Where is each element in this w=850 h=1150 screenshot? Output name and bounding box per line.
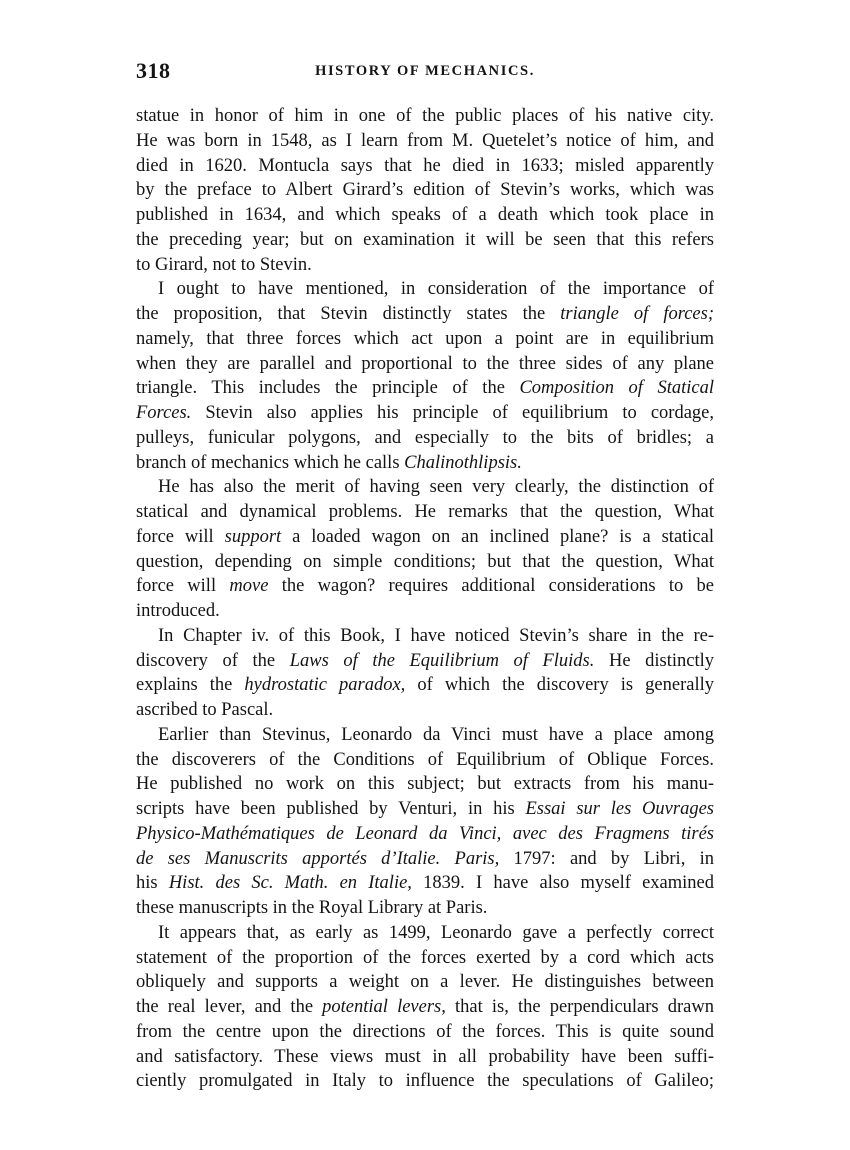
text-line — [136, 178, 714, 203]
text-line — [136, 327, 714, 352]
text-segment: from the centre upon the directions of the forces. This is quite sound — [136, 1021, 714, 1042]
italic-text: triangle of forces; — [560, 304, 714, 324]
text-line — [136, 475, 714, 500]
text-segment: explains the — [136, 675, 245, 696]
text-segment: when they are parallel and proportional to the three sides of any plane — [136, 353, 714, 374]
text-segment: died in 1620. Montucla says that he died in 1633; misled apparently — [136, 155, 714, 176]
text-segment: It appears that, as early as 1499, Leonardo gave a perfectly correct — [158, 922, 714, 943]
text-line — [136, 921, 714, 946]
text-segment: statement of the proportion of the forces exerted by a cord which acts — [136, 947, 714, 968]
text-line — [136, 574, 714, 599]
text-segment: to Girard, not to Stevin. — [136, 254, 312, 275]
text-segment: statical and dynamical problems. He remarks that the question, What — [136, 502, 714, 522]
text-segment: ciently promulgated in Italy to influence the speculations of Galileo; — [136, 1071, 714, 1092]
text-segment: ascribed to Pascal. — [136, 700, 274, 720]
italic-text: Composition of Statical — [519, 378, 714, 399]
text-segment: the preceding year; but on examination it will be seen that this refers — [136, 229, 714, 250]
text-segment: triangle. This includes the principle of the — [136, 378, 520, 399]
text-segment: the wagon? requires additional considerations to be — [268, 576, 714, 597]
text-line — [136, 1020, 714, 1045]
text-segment: statue in honor of him in one of the public places of his native city. — [136, 106, 714, 126]
text-segment: a loaded wagon on an inclined plane? is a statical — [281, 526, 714, 547]
text-segment: of which the discovery is generally — [405, 675, 714, 696]
italic-text: potential levers, — [322, 997, 446, 1017]
italic-text: Forces. — [136, 403, 192, 423]
text-segment: 1797: and by Libri, in — [499, 848, 714, 869]
text-line — [136, 624, 714, 649]
text-line — [136, 847, 714, 872]
text-segment: He distinctly — [594, 650, 714, 671]
text-segment: obliquely and supports a weight on a lever. He distinguishes between — [136, 972, 714, 993]
text-line — [136, 203, 714, 228]
text-line — [136, 352, 714, 377]
italic-text: de ses Manuscrits apportés d’Italie. Paris, — [136, 848, 500, 869]
page-number: 318 — [136, 58, 171, 83]
text-segment: these manuscripts in the Royal Library at Paris. — [136, 898, 488, 918]
text-line — [136, 129, 714, 154]
text-line — [136, 1069, 714, 1094]
text-segment: pulleys, funicular polygons, and especially to the bits of bridles; a — [136, 427, 714, 448]
page-header — [136, 58, 714, 86]
text-line — [136, 426, 714, 451]
italic-text: move — [229, 576, 269, 597]
text-line — [136, 995, 714, 1020]
text-line — [136, 649, 714, 674]
text-segment: He was born in 1548, as I learn from M. Quetelet’s notice of him, and — [136, 130, 714, 151]
body-text — [136, 104, 714, 1094]
text-line — [136, 599, 714, 624]
text-line — [136, 154, 714, 179]
text-segment: scripts have been published by Venturi, in his — [136, 799, 526, 819]
text-segment: namely, that three forces which act upon a point are in equilibrium — [136, 328, 714, 349]
text-line — [136, 228, 714, 253]
text-line — [136, 451, 714, 476]
italic-text: hydrostatic paradox, — [244, 675, 406, 696]
text-segment: by the preface to Albert Girard’s edition of Stevin’s works, which was — [136, 180, 714, 201]
text-line — [136, 871, 714, 896]
text-line — [136, 797, 714, 822]
text-segment: the discoverers of the Conditions of Equilibrium of Oblique Forces. — [136, 749, 714, 770]
text-line — [136, 277, 714, 302]
italic-text: support — [224, 526, 282, 547]
text-segment: force will — [136, 576, 230, 597]
text-line — [136, 525, 714, 550]
text-line — [136, 698, 714, 723]
text-line — [136, 723, 714, 748]
text-segment: introduced. — [136, 601, 220, 621]
text-segment: In Chapter iv. of this Book, I have noticed Stevin’s share in the re- — [158, 625, 714, 646]
italic-text: Chalinothlipsis. — [404, 452, 522, 473]
text-segment: that is, the perpendiculars drawn — [445, 997, 714, 1017]
text-line — [136, 500, 714, 525]
text-line — [136, 401, 714, 426]
text-segment: He has also the merit of having seen very clearly, the distinction of — [158, 477, 714, 498]
text-segment: 1839. I have also myself examined — [411, 873, 714, 894]
italic-text: Laws of the Equilibrium of Fluids. — [289, 650, 595, 671]
running-head: HISTORY OF MECHANICS. — [315, 63, 535, 79]
text-line — [136, 550, 714, 575]
text-line — [136, 822, 714, 847]
italic-text: Physico-Mathématiques de Leonard da Vinci, avec des Fragmens tirés — [136, 823, 714, 844]
text-segment: the proposition, that Stevin distinctly states the — [136, 304, 561, 324]
text-line — [136, 896, 714, 921]
text-line — [136, 673, 714, 698]
text-line — [136, 748, 714, 773]
text-line — [136, 104, 714, 129]
text-segment: discovery of the — [136, 650, 290, 671]
text-line — [136, 946, 714, 971]
italic-text: Hist. des Sc. Math. en Italie, — [168, 873, 412, 894]
text-segment: I ought to have mentioned, in consideration of the importance of — [158, 279, 714, 300]
text-segment: question, depending on simple conditions; but that the question, What — [136, 551, 714, 572]
text-segment: He published no work on this subject; but extracts from his manu- — [136, 774, 714, 795]
text-segment: his — [136, 873, 169, 894]
text-line — [136, 1045, 714, 1070]
text-line — [136, 253, 714, 278]
italic-text: Essai sur les Ouvrages — [525, 799, 714, 819]
text-line — [136, 376, 714, 401]
text-segment: force will — [136, 526, 225, 547]
text-line — [136, 302, 714, 327]
text-segment: the real lever, and the — [136, 997, 323, 1017]
text-segment: Stevin also applies his principle of equilibrium to cordage, — [191, 403, 714, 423]
text-segment: branch of mechanics which he calls — [136, 452, 405, 473]
text-line — [136, 970, 714, 995]
text-segment: published in 1634, and which speaks of a death which took place in — [136, 205, 714, 225]
text-segment: Earlier than Stevinus, Leonardo da Vinci must have a place among — [158, 724, 714, 745]
text-segment: and satisfactory. These views must in all probability have been suffi- — [136, 1046, 714, 1067]
text-line — [136, 772, 714, 797]
